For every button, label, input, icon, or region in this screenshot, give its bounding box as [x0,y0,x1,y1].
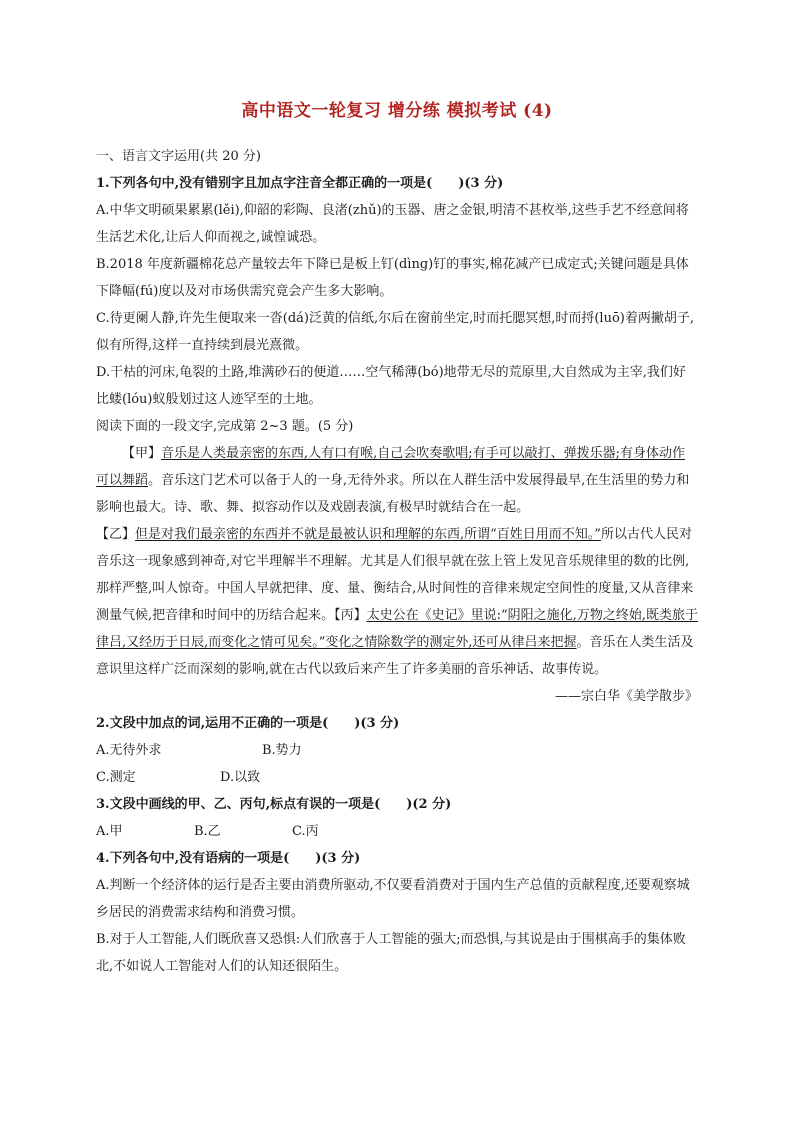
question-3-option-b: B.乙 [194,824,221,839]
passage-text-2: 所以古代人民对音乐这一现象感到神奇,对它半理解半不理解。尤其是人们很早就在弦上管上发见音乐规律里的数的比例,那样严整,叫人惊奇。中国人早就把律、度、量、衡结合,从时间性的音律来规定空间性的度量,又从音律来测量气候,把音律和时间中的历结合起来。 [96,527,694,623]
passage-underlined-jia: 音乐是人类最亲密的东西,人有口有喉,自己会吹奏歌唱;有手可以敲打、弹拨乐器;有身体动作可以舞蹈 [96,446,686,488]
section-heading: 一、语言文字运用(共 20 分) [96,149,261,164]
passage-tag-bing: 【丙】 [334,608,367,623]
reading-intro: 阅读下面的一段文字,完成第 2~3 题。(5 分) [96,419,354,434]
question-3-option-a: A.甲 [96,824,123,839]
question-2-options-row-1 [96,737,698,764]
passage-text-3: 。音乐在人类生活及意识里这样广泛而深刻的影响,就在古代以致后来产生了许多美丽的音乐神话、故事传说。 [96,635,694,677]
passage-paragraph-1 [96,440,698,521]
passage-underlined-yi: 但是对我们最亲密的东西并不就是最被认识和理解的东西,所谓“百姓日用而不知。” [135,527,601,542]
passage-source: ——宗白华《美学散步》 [554,689,698,704]
question-2-options-row-2 [96,764,698,791]
question-3-option-c: C.丙 [292,824,319,839]
passage-underlined-bing: 太史公在《史记》里说:“阴阳之施化,万物之终始,既类旅于律吕,又经历于日辰,而变化之情可见矣。”变化之情除数学的测定外,还可从律吕来把握 [96,608,698,650]
question-1-option-b: B.2018 年度新疆棉花总产量较去年下降已是板上钉(dìng)钉的事实,棉花减产已成定式;关键问题是具体下降幅(fú)度以及对市场供需究竟会产生多大影响。 [96,257,689,299]
question-2-option-a: A.无待外求 [96,743,162,758]
passage-tag-yi: 【乙】 [96,527,136,542]
question-2-stem: 2.文段中加点的词,运用不正确的一项是( )(3 分) [96,716,400,731]
question-2-option-c: C.测定 [96,770,136,785]
question-4-stem: 4.下列各句中,没有语病的一项是( )(3 分) [96,851,361,866]
passage-tag-jia: 【甲】 [122,446,162,461]
question-2-option-b: B.势力 [262,743,302,758]
page-title: 高中语文一轮复习 增分练 模拟考试 (4) [241,101,553,121]
question-1-option-c: C.待更阑人静,许先生便取来一沓(dá)泛黄的信纸,尔后在窗前坐定,时而托腮冥想,时而捋(luō)着两撇胡子,似有所得,这样一直持续到晨光熹微。 [96,311,694,353]
passage-text-1: 。音乐这门艺术可以备于人的一身,无待外求。所以在人群生活中发展得最早,在生活里的势力和影响也最大。诗、歌、舞、拟容动作以及戏剧表演,有极早时就结合在一起。 [96,473,690,515]
question-4-option-a: A.判断一个经济体的运行是否主要由消费所驱动,不仅要看消费对于国内生产总值的贡献程度,还要观察城乡居民的消费需求结构和消费习惯。 [96,878,690,920]
question-4-option-b: B.对于人工智能,人们既欣喜又恐惧:人们欣喜于人工智能的强大;而恐惧,与其说是由于围棋高手的集体败北,不如说人工智能对人们的认知还很陌生。 [96,932,686,974]
question-3-stem: 3.文段中画线的甲、乙、丙句,标点有误的一项是( )(2 分) [96,797,452,812]
question-3-options-row [96,818,698,845]
question-1-option-d: D.干枯的河床,龟裂的土路,堆满砂石的便道……空气稀薄(bó)地带无尽的荒原里,大自然成为主宰,我们好比蝼(lóu)蚁般划过这人迹罕至的土地。 [96,365,686,407]
question-2-option-d: D.以致 [220,770,261,785]
question-1-option-a: A.中华文明硕果累累(lěi),仰韶的彩陶、良渚(zhǔ)的玉器、唐之金银,明清不甚枚举,这些手艺不经意间将生活艺术化,让后人仰而视之,诚惶诚恐。 [96,203,689,245]
question-1-stem: 1.下列各句中,没有错别字且加点字注音全都正确的一项是( )(3 分) [96,176,504,191]
passage-paragraph-2 [96,521,698,683]
